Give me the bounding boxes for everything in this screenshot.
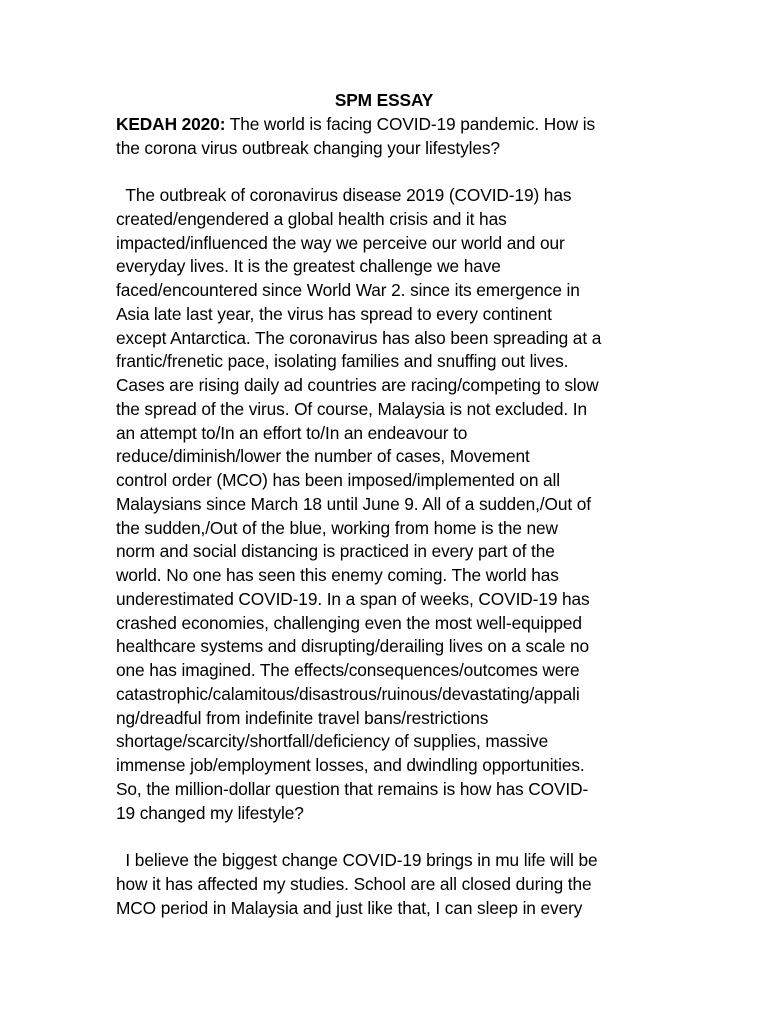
prompt-label: KEDAH 2020: [116, 113, 226, 134]
text-line: impacted/influenced the way we perceive our world and our [116, 232, 565, 253]
text-line: an attempt to/In an effort to/In an endeavour to [116, 422, 468, 443]
text-line: control order (MCO) has been imposed/implemented on all [116, 470, 561, 490]
text-line: immense job/employment losses, and dwindling opportunities. [116, 755, 585, 775]
text-line: I believe the biggest change COVID-19 brings in mu life will be [116, 850, 598, 870]
prompt-text: The world is facing COVID-19 pandemic. How is [225, 113, 596, 134]
document-page [116, 89, 652, 920]
essay-paragraph-1 [116, 184, 652, 825]
text-line: shortage/scarcity/shortfall/deficiency of supplies, massive [116, 731, 549, 752]
text-line: norm and social distancing is practiced in every part of the [116, 541, 555, 562]
text-line: underestimated COVID-19. In a span of weeks, COVID-19 has [116, 588, 590, 609]
text-line: MCO period in Malaysia and just like that, I can sleep in every [116, 897, 583, 918]
text-line: the sudden,/Out of the blue, working from home is the new [116, 517, 558, 538]
text-line: reduce/diminish/lower the number of cases, Movement [116, 446, 530, 467]
text-line: Malaysians since March 18 until June 9. All of a sudden,/Out of [116, 493, 591, 514]
text-line: 19 changed my lifestyle? [116, 802, 304, 823]
text-line: So, the million-dollar question that remains is how has COVID- [116, 778, 589, 799]
text-line: everyday lives. It is the greatest challenge we have [116, 256, 501, 277]
text-line: crashed economies, challenging even the most well-equipped [116, 612, 582, 633]
text-line: except Antarctica. The coronavirus has also been spreading at a [116, 327, 602, 348]
essay-paragraph-2 [116, 849, 652, 920]
text-line: the spread of the virus. Of course, Malaysia is not excluded. In [116, 398, 587, 419]
text-line: faced/encountered since World War 2. since its emergence in [116, 280, 580, 300]
text-line: Cases are rising daily ad countries are racing/competing to slow [116, 375, 599, 395]
text-line: catastrophic/calamitous/disastrous/ruinous/devastating/appali [116, 683, 580, 704]
text-line: world. No one has seen this enemy coming. The world has [116, 565, 559, 585]
text-line: frantic/frenetic pace, isolating families and snuffing out lives. [116, 351, 569, 372]
text-line: one has imagined. The effects/consequences/outcomes were [116, 660, 580, 680]
text-line: ng/dreadful from indefinite travel bans/restrictions [116, 707, 489, 728]
text-line: healthcare systems and disrupting/derailing lives on a scale no [116, 636, 590, 657]
prompt-line [116, 113, 652, 137]
essay-prompt [116, 113, 652, 161]
text-line: how it has affected my studies. School are all closed during the [116, 873, 592, 894]
prompt-line: the corona virus outbreak changing your lifestyles? [116, 137, 500, 158]
text-line: created/engendered a global health crisis and it has [116, 208, 507, 229]
document-title: SPM ESSAY [334, 90, 434, 110]
text-line: The outbreak of coronavirus disease 2019 (COVID-19) has [116, 185, 572, 205]
text-line: Asia late last year, the virus has spread to every continent [116, 303, 552, 324]
